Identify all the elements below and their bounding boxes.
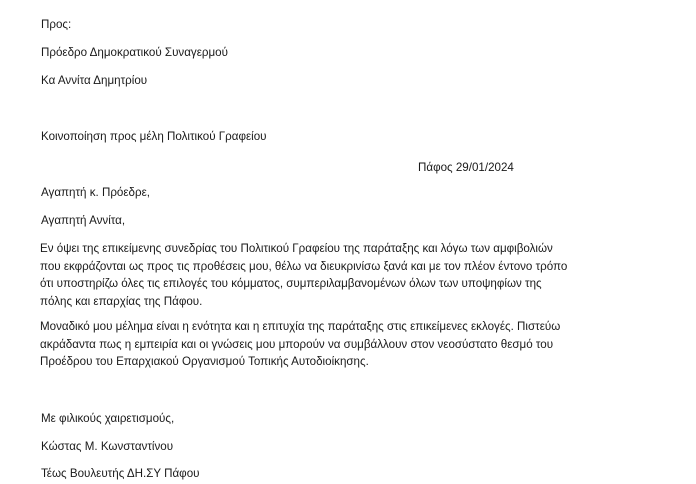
place-date: Πάφος 29/01/2024 <box>418 161 514 174</box>
greeting-2: Αγαπητή Αννίτα, <box>41 214 126 227</box>
signature-title: Τέως Βουλευτής ΔΗ.ΣΥ Πάφου <box>41 467 200 480</box>
closing: Με φιλικούς χαιρετισμούς, <box>41 412 175 425</box>
paragraph-2-line: Προέδρου του Επαρχιακού Οργανισμού Τοπικής Αυτοδιοίκησης. <box>40 355 369 368</box>
cc-line: Κοινοποίηση προς μέλη Πολιτικού Γραφείου <box>41 130 267 143</box>
paragraph-2-line: ακράδαντα πως η εμπειρία και οι γνώσεις μου μπορούν να συμβάλλουν στον νεοσύστατο θεσμό του <box>40 337 554 351</box>
paragraph-1-line: Εν όψει της επικείμενης συνεδρίας του Πολιτικού Γραφείου της παράταξης και λόγω των αμφιβολιών <box>40 242 553 255</box>
recipient-line-2: Κα Αννίτα Δημητρίου <box>41 74 148 87</box>
paragraph-2 <box>40 318 600 371</box>
paragraph-1 <box>40 240 600 310</box>
paragraph-1-line: ότι υποστηρίζω όλες τις επιλογές του κόμματος, συμπεριλαμβανομένων όλων των υποψηφίων της <box>40 277 542 290</box>
greeting-1: Αγαπητή κ. Πρόεδρε, <box>41 186 150 199</box>
paragraph-1-line: που εκφράζονται ως προς τις προθέσεις μου, θέλω να διευκρινίσω ξανά και με τον πλέον έντονο τρόπο <box>40 259 568 273</box>
recipient-to-label: Προς: <box>41 18 72 31</box>
paragraph-2-line: Μοναδικό μου μέλημα είναι η ενότητα και η επιτυχία της παράταξης στις επικείμενες εκλογές. Πιστεύω <box>40 320 561 333</box>
signature-name: Κώστας Μ. Κωνσταντίνου <box>41 440 174 453</box>
recipient-line-1: Πρόεδρο Δημοκρατικού Συναγερμού <box>41 46 228 59</box>
paragraph-1-line: πόλης και επαρχίας της Πάφου. <box>40 294 203 308</box>
